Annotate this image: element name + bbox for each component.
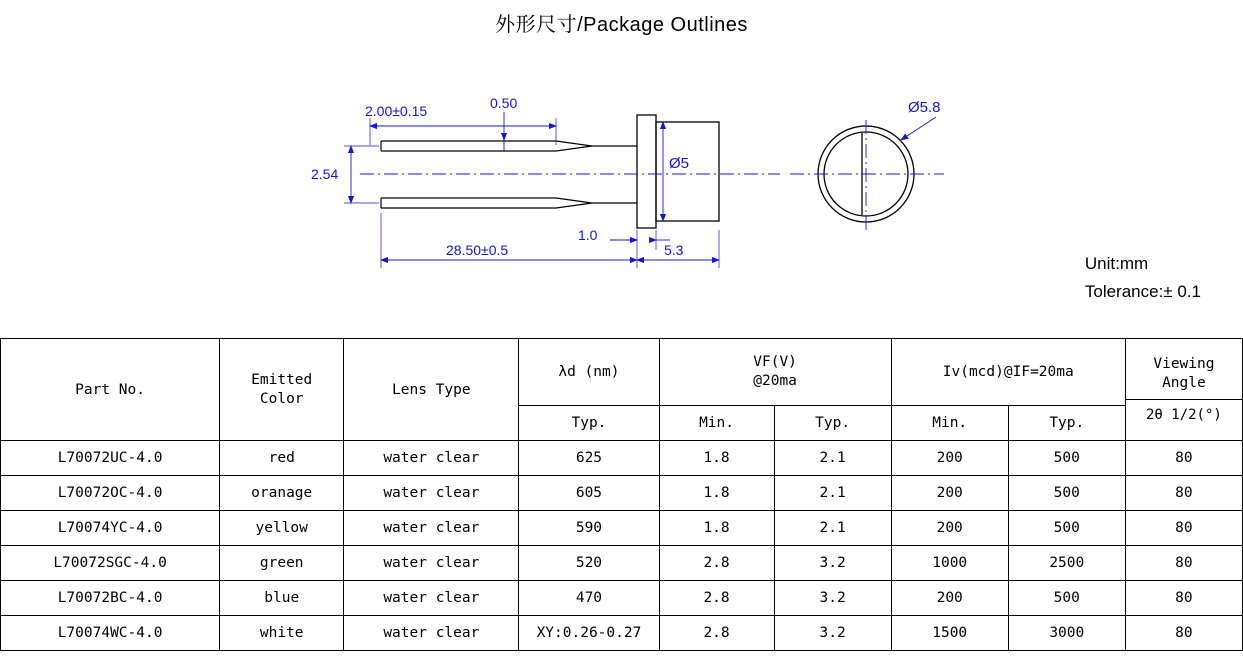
subheader-viewing-angle: 2θ 1/2(°) — [1126, 399, 1242, 425]
cell-part-no: L70072BC-4.0 — [1, 581, 220, 616]
table-row — [1, 476, 1243, 511]
cell-vf-typ: 2.1 — [774, 476, 891, 511]
cell-viewing-angle: 80 — [1125, 616, 1242, 651]
cell-iv-typ: 500 — [1008, 581, 1125, 616]
cell-lens-type: water clear — [344, 546, 519, 581]
header-vf: VF(V) @20ma — [659, 339, 891, 406]
header-emitted-color: Emitted Color — [220, 339, 344, 441]
cell-vf-typ: 3.2 — [774, 581, 891, 616]
cell-viewing-angle: 80 — [1125, 546, 1242, 581]
table-row — [1, 441, 1243, 476]
cell-emitted-color: oranage — [220, 476, 344, 511]
subheader-iv-typ: Typ. — [1008, 406, 1125, 441]
svg-text:2.00±0.15: 2.00±0.15 — [365, 103, 428, 119]
page-title: 外形尺寸/Package Outlines — [495, 14, 748, 36]
drawing-notes — [1085, 250, 1201, 306]
cell-vf-min: 2.8 — [659, 616, 774, 651]
cell-emitted-color: red — [220, 441, 344, 476]
cell-emitted-color: yellow — [220, 511, 344, 546]
cell-lambda-typ: 470 — [519, 581, 659, 616]
svg-text:0.50: 0.50 — [490, 95, 518, 111]
cell-lens-type: water clear — [344, 581, 519, 616]
cell-vf-typ: 2.1 — [774, 441, 891, 476]
table-row — [1, 546, 1243, 581]
tolerance-note: Tolerance:± 0.1 — [1084, 282, 1201, 301]
cell-viewing-angle: 80 — [1125, 441, 1242, 476]
cell-iv-typ: 2500 — [1008, 546, 1125, 581]
cell-part-no: L70072OC-4.0 — [1, 476, 220, 511]
cell-vf-min: 2.8 — [659, 546, 774, 581]
svg-text:2.54: 2.54 — [311, 166, 339, 182]
unit-note: Unit:mm — [1084, 254, 1149, 273]
cell-emitted-color: green — [220, 546, 344, 581]
table-row — [1, 581, 1243, 616]
header-viewing-angle: Viewing Angle 2θ 1/2(°) — [1125, 339, 1242, 441]
cell-viewing-angle: 80 — [1125, 511, 1242, 546]
cell-iv-min: 1000 — [891, 546, 1008, 581]
cell-lambda-typ: 590 — [519, 511, 659, 546]
subheader-lambda-typ: Typ. — [519, 406, 659, 441]
cell-vf-typ: 2.1 — [774, 511, 891, 546]
cell-iv-typ: 500 — [1008, 441, 1125, 476]
subheader-vf-min: Min. — [659, 406, 774, 441]
cell-iv-typ: 500 — [1008, 476, 1125, 511]
svg-text:Ø5.8: Ø5.8 — [908, 99, 941, 116]
cell-vf-min: 2.8 — [659, 581, 774, 616]
header-lambda-d: λd (nm) — [519, 339, 659, 406]
svg-text:1.0: 1.0 — [578, 227, 598, 243]
header-part-no: Part No. — [1, 339, 220, 441]
header-lens-type: Lens Type — [344, 339, 519, 441]
svg-text:28.50±0.5: 28.50±0.5 — [446, 242, 509, 258]
cell-part-no: L70072UC-4.0 — [1, 441, 220, 476]
cell-emitted-color: white — [220, 616, 344, 651]
cell-vf-typ: 3.2 — [774, 546, 891, 581]
svg-text:Ø5: Ø5 — [669, 155, 690, 172]
subheader-vf-typ: Typ. — [774, 406, 891, 441]
cell-iv-min: 200 — [891, 441, 1008, 476]
cell-iv-min: 200 — [891, 511, 1008, 546]
table-header-row-1 — [1, 339, 1243, 406]
table-row — [1, 616, 1243, 651]
cell-viewing-angle: 80 — [1125, 581, 1242, 616]
cell-part-no: L70072SGC-4.0 — [1, 546, 220, 581]
cell-part-no: L70074YC-4.0 — [1, 511, 220, 546]
cell-lens-type: water clear — [344, 476, 519, 511]
cell-lambda-typ: 605 — [519, 476, 659, 511]
specification-table — [0, 338, 1243, 651]
cell-part-no: L70074WC-4.0 — [1, 616, 220, 651]
header-iv: Iv(mcd)@IF=20ma — [891, 339, 1125, 406]
package-outline-drawing — [0, 60, 1243, 320]
cell-lambda-typ: 625 — [519, 441, 659, 476]
cell-lens-type: water clear — [344, 511, 519, 546]
cell-iv-min: 1500 — [891, 616, 1008, 651]
cell-lambda-typ: 520 — [519, 546, 659, 581]
cell-viewing-angle: 80 — [1125, 476, 1242, 511]
cell-vf-min: 1.8 — [659, 511, 774, 546]
cell-emitted-color: blue — [220, 581, 344, 616]
table-row — [1, 511, 1243, 546]
cell-iv-typ: 500 — [1008, 511, 1125, 546]
cell-vf-min: 1.8 — [659, 476, 774, 511]
cell-lambda-typ: XY:0.26-0.27 — [519, 616, 659, 651]
cell-lens-type: water clear — [344, 441, 519, 476]
cell-vf-typ: 3.2 — [774, 616, 891, 651]
cell-lens-type: water clear — [344, 616, 519, 651]
svg-text:5.3: 5.3 — [664, 242, 684, 258]
subheader-iv-min: Min. — [891, 406, 1008, 441]
cell-iv-min: 200 — [891, 581, 1008, 616]
cell-iv-typ: 3000 — [1008, 616, 1125, 651]
cell-vf-min: 1.8 — [659, 441, 774, 476]
cell-iv-min: 200 — [891, 476, 1008, 511]
